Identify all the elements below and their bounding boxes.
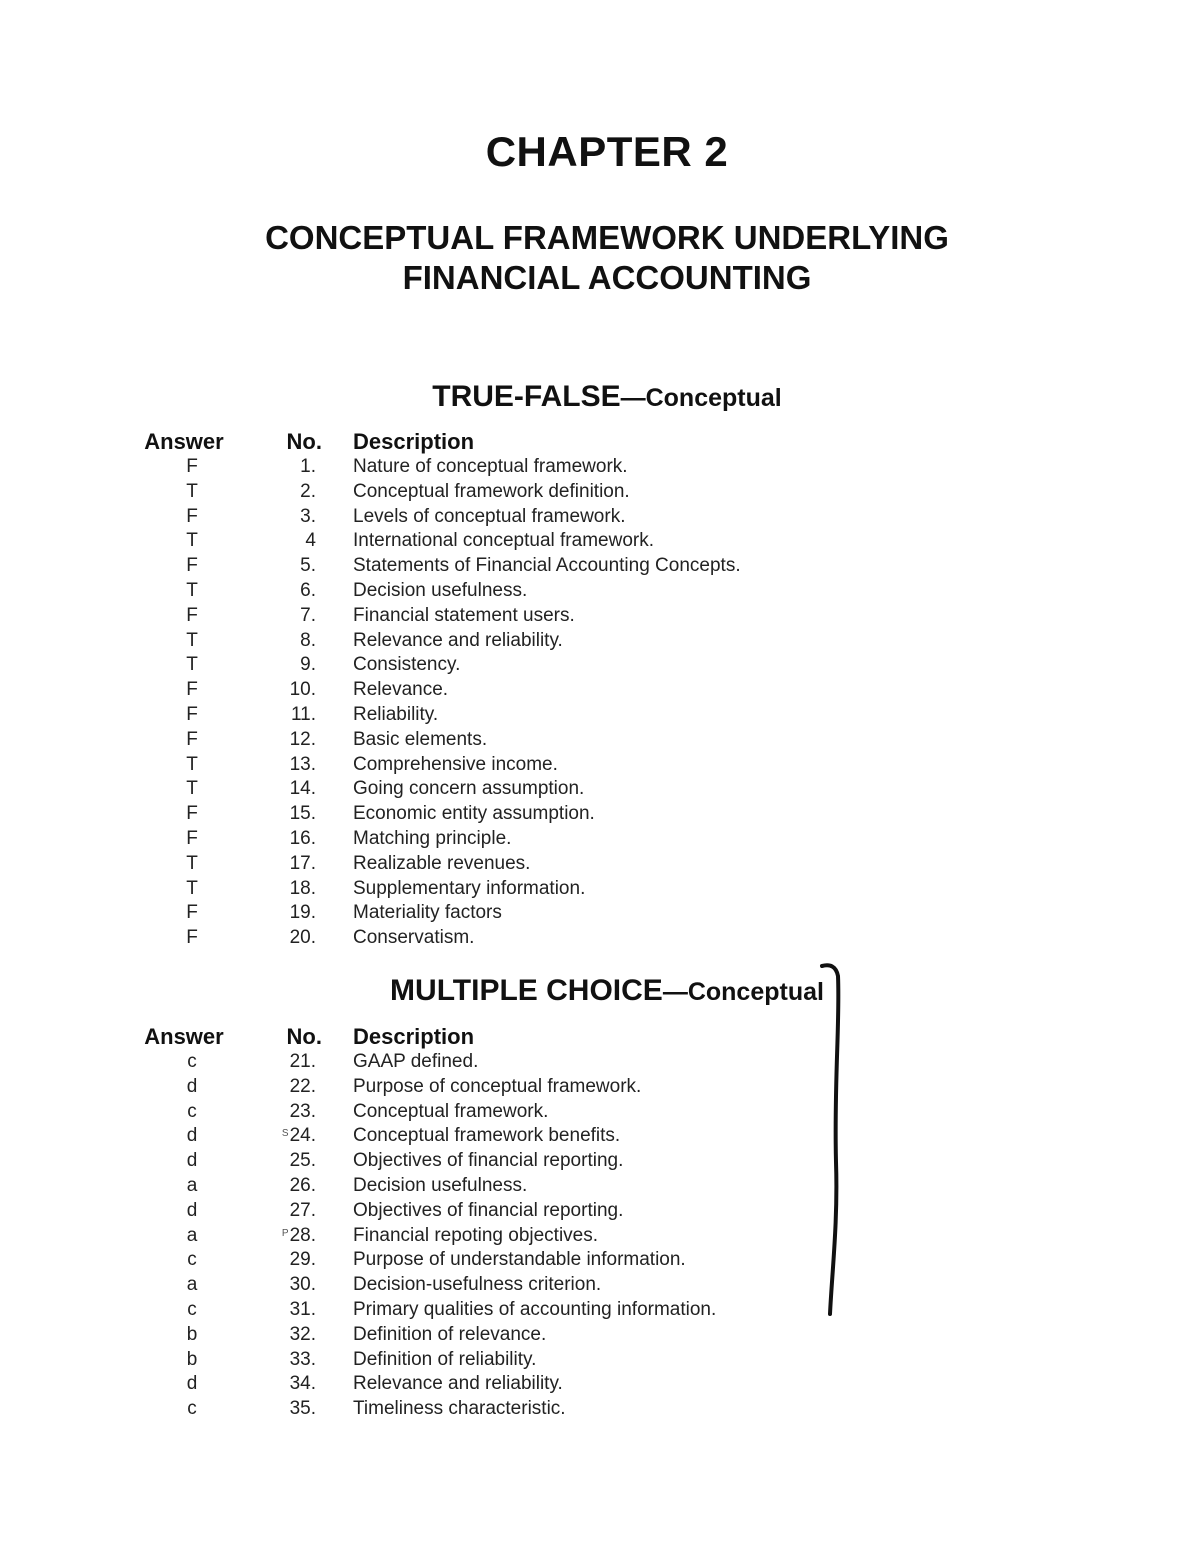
answer-cell: T [186,579,198,601]
description-cell: Definition of relevance. [353,1323,547,1345]
description-cell: Objectives of financial reporting. [353,1199,624,1221]
table-row [0,1050,1200,1075]
multiple-choice-heading-main: MULTIPLE CHOICE [390,974,663,1007]
description-cell: Conceptual framework definition. [353,480,630,502]
number-cell [256,579,316,604]
true-false-table [0,428,1200,951]
table-row [0,554,1200,579]
answer-cell: T [186,629,198,651]
number-text: 25. [289,1150,316,1172]
description-cell: Timeliness characteristic. [353,1398,566,1420]
answer-cell: a [186,1174,198,1196]
number-cell [256,1348,316,1373]
description-cell: Decision usefulness. [353,1174,528,1196]
number-text: 13. [289,753,316,775]
answer-column-header: Answer [144,429,224,454]
number-text: 4 [305,530,316,552]
table-row [0,629,1200,654]
answer-cell: d [186,1125,198,1147]
description-cell: Matching principle. [353,827,512,849]
number-cell [256,753,316,778]
number-cell [256,703,316,728]
description-cell: Financial statement users. [353,604,575,626]
number-text: 16. [289,827,316,849]
number-column-header: No. [286,429,322,454]
table-row [0,1248,1200,1273]
answer-cell: F [186,827,198,849]
number-text: 7. [300,604,316,626]
number-text: 27. [289,1199,316,1221]
number-cell [256,926,316,951]
description-column-header: Description [353,429,475,454]
number-text: 31. [289,1298,316,1320]
answer-cell: c [187,1051,197,1072]
number-cell [256,1372,316,1397]
answer-cell: T [186,753,198,775]
table-row [0,1298,1200,1323]
number-cell [256,802,316,827]
table-row [0,1199,1200,1224]
number-cell [256,678,316,703]
description-cell: International conceptual framework. [353,530,654,552]
number-cell [256,1149,316,1174]
number-cell [256,1298,316,1323]
table-row [0,926,1200,951]
table-row [0,827,1200,852]
true-false-heading-main: TRUE-FALSE [432,380,621,413]
answer-cell: F [186,703,198,725]
answer-cell: F [186,728,198,750]
answer-cell: d [186,1150,198,1172]
multiple-choice-rows [0,1050,1200,1422]
answer-cell: T [186,654,198,676]
table-row [0,480,1200,505]
number-text: 15. [289,803,316,825]
description-cell: Primary qualities of accounting information. [353,1298,717,1320]
number-text: 6. [300,579,316,601]
number-text: 9. [300,654,316,676]
number-text: 11. [290,703,316,725]
table-row [0,455,1200,480]
answer-cell: b [186,1348,198,1370]
table-row [0,1149,1200,1174]
description-cell: Going concern assumption. [353,778,585,800]
description-cell: Basic elements. [353,728,488,750]
answer-cell: T [186,877,198,899]
answer-cell: d [186,1373,198,1395]
true-false-heading [0,380,1200,414]
number-text: 1. [300,456,316,477]
description-cell: GAAP defined. [353,1051,479,1072]
table-header [0,428,1200,455]
description-cell: Objectives of financial reporting. [353,1150,624,1172]
number-cell [256,877,316,902]
answer-cell: F [186,679,198,701]
number-cell [256,1224,316,1249]
answer-cell: c [187,1298,197,1320]
number-cell [256,777,316,802]
table-row [0,1323,1200,1348]
table-row [0,753,1200,778]
description-cell: Relevance and reliability. [353,629,563,651]
table-row [0,1075,1200,1100]
number-cell [256,1397,316,1422]
number-text: 23. [289,1100,316,1122]
number-cell [256,505,316,530]
number-cell [256,1050,316,1075]
table-row [0,653,1200,678]
number-text: 33. [289,1348,316,1370]
chapter-title: CHAPTER 2 [485,128,729,175]
description-cell: Economic entity assumption. [353,803,595,825]
description-cell: Conceptual framework benefits. [353,1125,621,1147]
true-false-rows [0,455,1200,951]
answer-cell: d [186,1075,198,1097]
number-cell [256,455,316,480]
answer-cell: F [186,555,198,577]
table-row [0,529,1200,554]
number-cell [256,827,316,852]
answer-cell: F [186,505,198,527]
description-cell: Supplementary information. [353,877,586,899]
description-cell: Consistency. [353,654,461,676]
number-cell [256,1323,316,1348]
number-cell [256,852,316,877]
answer-cell: T [186,480,198,502]
number-cell [256,1248,316,1273]
answer-cell: F [186,927,198,949]
number-cell [256,1075,316,1100]
number-cell [256,653,316,678]
number-cell [256,554,316,579]
table-row [0,901,1200,926]
table-row [0,1372,1200,1397]
answer-cell: F [186,604,198,626]
description-cell: Statements of Financial Accounting Concepts. [353,555,741,577]
table-row [0,505,1200,530]
number-text: 5. [300,555,316,577]
number-text: 26. [289,1174,316,1196]
description-column-header: Description [353,1024,475,1049]
number-text: 22. [289,1075,316,1097]
table-row [0,728,1200,753]
multiple-choice-table [0,1023,1200,1422]
description-cell: Conservatism. [353,927,475,949]
description-cell: Nature of conceptual framework. [353,456,628,477]
number-column-header: No. [286,1024,322,1049]
number-text: 17. [289,852,316,874]
number-text: 21. [289,1051,316,1072]
answer-cell: d [186,1199,198,1221]
number-text: 28. [289,1224,316,1246]
description-cell: Conceptual framework. [353,1100,549,1122]
number-cell [256,1199,316,1224]
answer-cell: c [187,1249,197,1271]
description-cell: Purpose of understandable information. [353,1249,686,1271]
description-cell: Purpose of conceptual framework. [353,1075,642,1097]
answer-cell: a [186,1224,198,1246]
table-row [0,1273,1200,1298]
description-cell: Decision usefulness. [353,579,528,601]
number-text: 30. [289,1274,316,1296]
number-text: 10. [289,679,316,701]
table-row [0,1174,1200,1199]
description-cell: Decision-usefulness criterion. [353,1274,602,1296]
multiple-choice-heading-sub: —Conceptual [662,978,824,1006]
number-cell [256,1124,316,1149]
description-cell: Comprehensive income. [353,753,558,775]
answer-cell: F [186,803,198,825]
number-text: 8. [300,629,316,651]
table-row [0,802,1200,827]
table-row [0,1348,1200,1373]
number-cell [256,728,316,753]
number-text: 19. [289,902,316,924]
number-text: 29. [289,1249,316,1271]
number-cell [256,901,316,926]
number-cell [256,480,316,505]
table-row [0,678,1200,703]
table-row [0,604,1200,629]
table-row [0,1124,1200,1149]
table-row [0,852,1200,877]
answer-cell: T [186,530,198,552]
number-cell [256,629,316,654]
answer-cell: c [187,1398,197,1420]
true-false-heading-sub: —Conceptual [620,384,782,412]
table-row [0,1224,1200,1249]
table-row [0,579,1200,604]
table-row [0,1397,1200,1422]
page-title-line-1: CONCEPTUAL FRAMEWORK UNDERLYING [265,219,949,256]
number-text: 24. [289,1125,316,1147]
table-row [0,877,1200,902]
number-cell [256,1273,316,1298]
description-cell: Relevance. [353,679,449,701]
description-cell: Materiality factors [353,902,502,924]
answer-cell: c [187,1100,197,1122]
description-cell: Definition of reliability. [353,1348,537,1370]
table-header [0,1023,1200,1050]
number-cell [256,604,316,629]
number-cell [256,1100,316,1125]
number-text: 3. [300,505,316,527]
question-mark-superscript: P [281,1227,289,1239]
question-mark-superscript: S [281,1128,289,1140]
number-text: 2. [300,480,316,502]
number-text: 35. [289,1398,316,1420]
answer-cell: T [186,852,198,874]
description-cell: Reliability. [353,703,439,725]
number-text: 18. [289,877,316,899]
description-cell: Realizable revenues. [353,852,531,874]
number-cell [256,529,316,554]
answer-column-header: Answer [144,1024,224,1049]
number-text: 32. [289,1323,316,1345]
table-row [0,703,1200,728]
number-text: 12. [289,728,316,750]
page-title [0,218,1200,298]
page-title-line-2: FINANCIAL ACCOUNTING [402,259,812,296]
answer-cell: F [186,902,198,924]
table-row [0,777,1200,802]
answer-cell: T [186,778,198,800]
answer-cell: a [186,1274,198,1296]
multiple-choice-heading [0,974,1200,1008]
description-cell: Financial repoting objectives. [353,1224,599,1246]
description-cell: Relevance and reliability. [353,1373,563,1395]
number-text: 20. [289,927,316,949]
number-text: 14. [289,778,316,800]
table-row [0,1100,1200,1125]
answer-cell: b [186,1323,198,1345]
number-cell [256,1174,316,1199]
description-cell: Levels of conceptual framework. [353,505,626,527]
answer-cell: F [186,456,198,477]
number-text: 34. [289,1373,316,1395]
